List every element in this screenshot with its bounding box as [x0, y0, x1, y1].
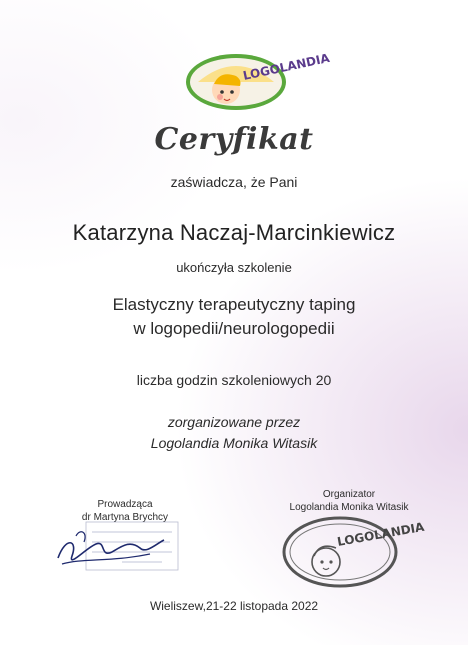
hours-text: liczba godzin szkoleniowych 20 [136, 372, 332, 388]
organizer-block-name: Logolandia Monika Witasik [289, 502, 409, 513]
organizer-block [264, 488, 434, 514]
course-line-2: w logopedii/neurologopedii [133, 319, 335, 338]
organizer-role: Organizator [322, 489, 376, 500]
place-and-date: Wieliszew,21-22 listopada 2022 [149, 599, 319, 613]
recipient-name: Katarzyna Naczaj-Marcinkiewicz [72, 220, 396, 245]
instructor-name: dr Martyna Brychcy [81, 512, 169, 523]
organized-by-label: zorganizowane przez [167, 414, 301, 430]
signature-stamp [52, 518, 182, 580]
stamp-text: LOGOLANDIA [336, 519, 426, 549]
completed-text: ukończyła szkolenie [176, 260, 292, 275]
course-line-1: Elastyczny terapeutyczny taping [112, 295, 356, 314]
intro-text: zaświadcza, że Pani [170, 174, 298, 190]
logolandia-stamp [280, 512, 426, 590]
logo-text: LOGOLANDIA [241, 50, 331, 83]
instructor-role: Prowadząca [97, 499, 153, 510]
logolandia-logo [184, 50, 331, 112]
certificate-title: Ceryfikat [154, 122, 314, 157]
organizer-name: Logolandia Monika Witasik [150, 435, 318, 451]
course-title [0, 293, 468, 341]
